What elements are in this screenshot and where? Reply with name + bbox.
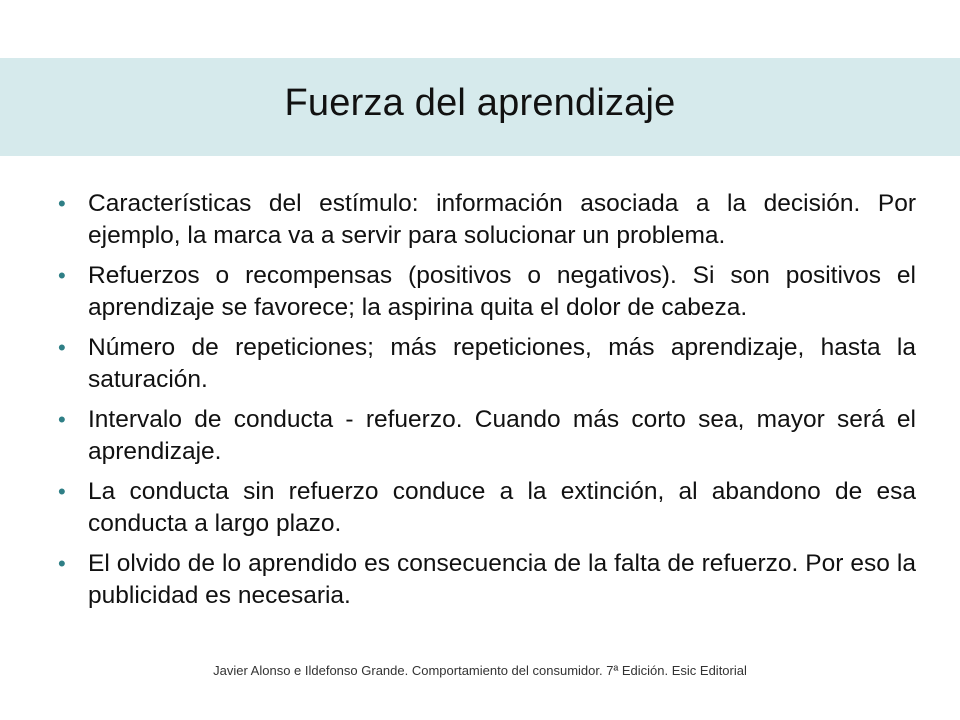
bullet-text: Número de repeticiones; más repeticiones, más aprendizaje, hasta la saturación.	[88, 334, 916, 393]
bullet-text: Características del estímulo: información asociada a la decisión. Por ejemplo, la marca va a servir para solucionar un problema.	[88, 190, 916, 249]
bullet-icon: •	[58, 551, 66, 576]
bullet-icon: •	[58, 479, 66, 504]
bullet-item	[56, 548, 916, 612]
bullet-icon: •	[58, 263, 66, 288]
bullet-item	[56, 404, 916, 468]
bullet-text: La conducta sin refuerzo conduce a la extinción, al abandono de esa conducta a largo plazo.	[88, 478, 916, 537]
bullet-item	[56, 476, 916, 540]
slide-content	[56, 188, 916, 620]
bullet-icon: •	[58, 407, 66, 432]
bullet-item	[56, 188, 916, 252]
title-band	[0, 58, 960, 156]
bullet-icon: •	[58, 191, 66, 216]
bullet-item	[56, 260, 916, 324]
bullet-text: Refuerzos o recompensas (positivos o negativos). Si son positivos el aprendizaje se favorece; la aspirina quita el dolor de cabeza.	[88, 262, 916, 321]
bullet-item	[56, 332, 916, 396]
bullet-text: El olvido de lo aprendido es consecuencia de la falta de refuerzo. Por eso la publicidad es necesaria.	[88, 550, 916, 609]
bullet-text: Intervalo de conducta - refuerzo. Cuando más corto sea, mayor será el aprendizaje.	[88, 406, 916, 465]
bullet-icon: •	[58, 335, 66, 360]
footer-citation: Javier Alonso e Ildefonso Grande. Comportamiento del consumidor. 7ª Edición. Esic Editorial	[213, 663, 747, 678]
bullet-list	[56, 188, 916, 612]
slide-title: Fuerza del aprendizaje	[284, 81, 676, 124]
